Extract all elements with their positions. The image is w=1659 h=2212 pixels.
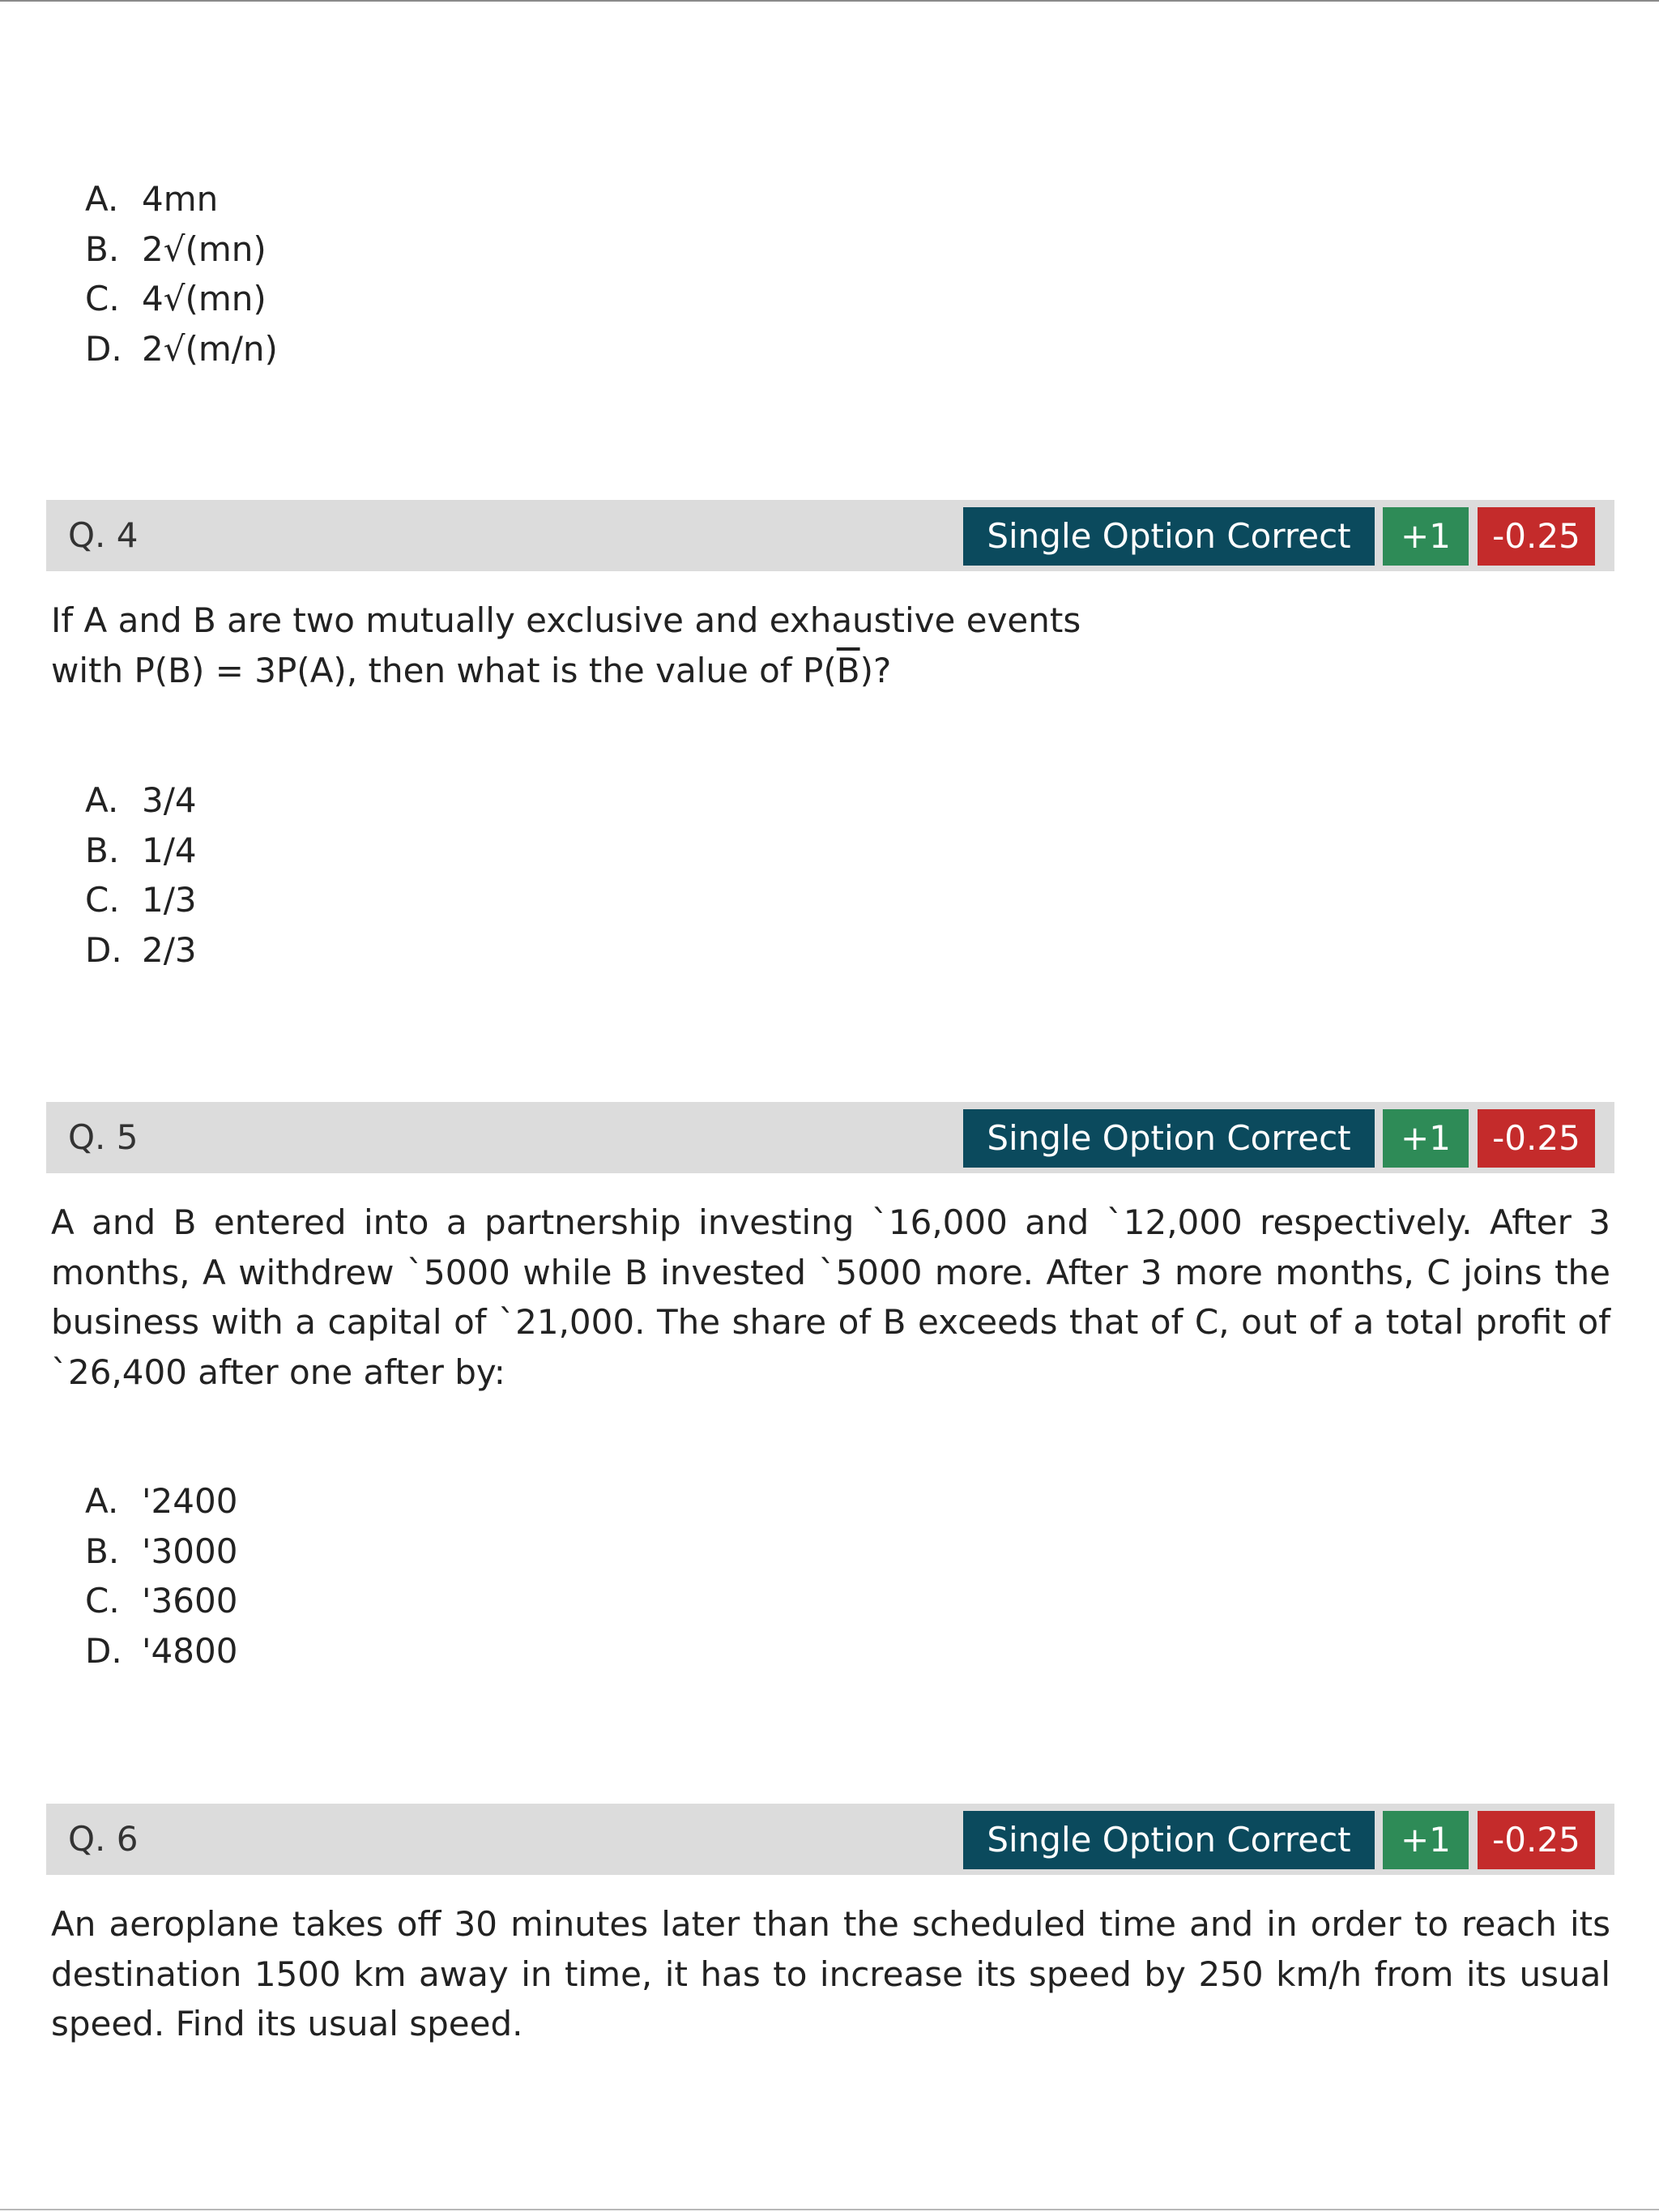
option-letter: A.	[85, 179, 119, 219]
q3-option-a[interactable]	[85, 174, 278, 224]
negative-marks-badge: -0.25	[1478, 507, 1595, 566]
q3-option-b[interactable]	[85, 224, 278, 275]
q4-text-line2-suffix: )?	[859, 650, 892, 690]
q4-header	[46, 500, 1614, 571]
q4-text-line2-prefix: with P(B) = 3P(A), then what is the value of P(	[51, 650, 837, 690]
q4-options	[85, 775, 197, 975]
option-letter: A.	[85, 1481, 119, 1521]
option-text: 1/4	[142, 830, 197, 870]
question-number: Q. 5	[68, 1117, 139, 1157]
question-type-badge: Single Option Correct	[963, 1811, 1375, 1869]
question-number: Q. 4	[68, 515, 139, 555]
q4-text-line2	[51, 646, 1185, 696]
option-letter: B.	[85, 228, 120, 269]
q5-question-text: A and B entered into a partnership investing `16,000 and `12,000 respectively. After 3 months, A withdrew `5000 while B invested `5000 more. After 3 more months, C joins the business with a capital of `21,000. The share of B exceeds that of C, out of a total profit of `26,400 after one after by:	[51, 1202, 1610, 1392]
positive-marks-badge: +1	[1383, 507, 1469, 566]
q4-option-d[interactable]	[85, 925, 197, 976]
option-letter: D.	[85, 328, 122, 369]
q5-option-d[interactable]	[85, 1626, 237, 1676]
q3-option-c[interactable]	[85, 274, 278, 324]
option-letter: D.	[85, 1630, 122, 1671]
option-text: 2√(mn)	[142, 228, 267, 269]
question-number: Q. 6	[68, 1819, 139, 1859]
positive-marks-badge: +1	[1383, 1811, 1469, 1869]
q4-complement-symbol: $\overline{B}$	[836, 650, 860, 690]
option-letter: B.	[85, 830, 120, 870]
question-type-badge: Single Option Correct	[963, 1109, 1375, 1168]
option-text: '4800	[142, 1630, 238, 1671]
option-text: 4mn	[142, 179, 219, 219]
q4-option-a[interactable]	[85, 775, 197, 826]
q3-option-d[interactable]	[85, 324, 278, 374]
option-text: '3000	[142, 1531, 238, 1571]
option-letter: B.	[85, 1531, 120, 1571]
q3-options	[85, 174, 278, 374]
q4-question-text	[51, 596, 1185, 695]
option-text: 1/3	[142, 880, 197, 920]
q5-header	[46, 1102, 1614, 1173]
negative-marks-badge: -0.25	[1478, 1811, 1595, 1869]
option-letter: C.	[85, 279, 120, 318]
q4-option-b[interactable]	[85, 826, 197, 876]
option-letter: D.	[85, 929, 122, 970]
question-type-badge: Single Option Correct	[963, 507, 1375, 566]
option-text: '3600	[142, 1581, 238, 1621]
negative-marks-badge: -0.25	[1478, 1109, 1595, 1168]
q5-option-c[interactable]	[85, 1576, 237, 1626]
positive-marks-badge: +1	[1383, 1109, 1469, 1168]
q5-option-b[interactable]	[85, 1527, 237, 1577]
option-text: 3/4	[142, 780, 197, 820]
top-rule	[0, 0, 1659, 2]
option-text: '2400	[142, 1481, 238, 1521]
option-letter: C.	[85, 880, 120, 920]
option-text: 4√(mn)	[142, 279, 267, 318]
q4-option-c[interactable]	[85, 875, 197, 925]
option-text: 2/3	[142, 929, 197, 970]
q6-question-text: An aeroplane takes off 30 minutes later than the scheduled time and in order to reach its destination 1500 km away in time, it has to increase its speed by 250 km/h from its usual speed. Find its usual speed.	[51, 1904, 1610, 2043]
bottom-rule	[0, 2209, 1659, 2210]
q4-text-line1: If A and B are two mutually exclusive and exhaustive events	[51, 600, 1081, 640]
option-letter: C.	[85, 1581, 120, 1621]
q5-options	[85, 1476, 237, 1676]
option-text: 2√(m/n)	[142, 328, 278, 369]
q5-option-a[interactable]	[85, 1476, 237, 1527]
option-letter: A.	[85, 780, 119, 820]
q6-header	[46, 1804, 1614, 1875]
